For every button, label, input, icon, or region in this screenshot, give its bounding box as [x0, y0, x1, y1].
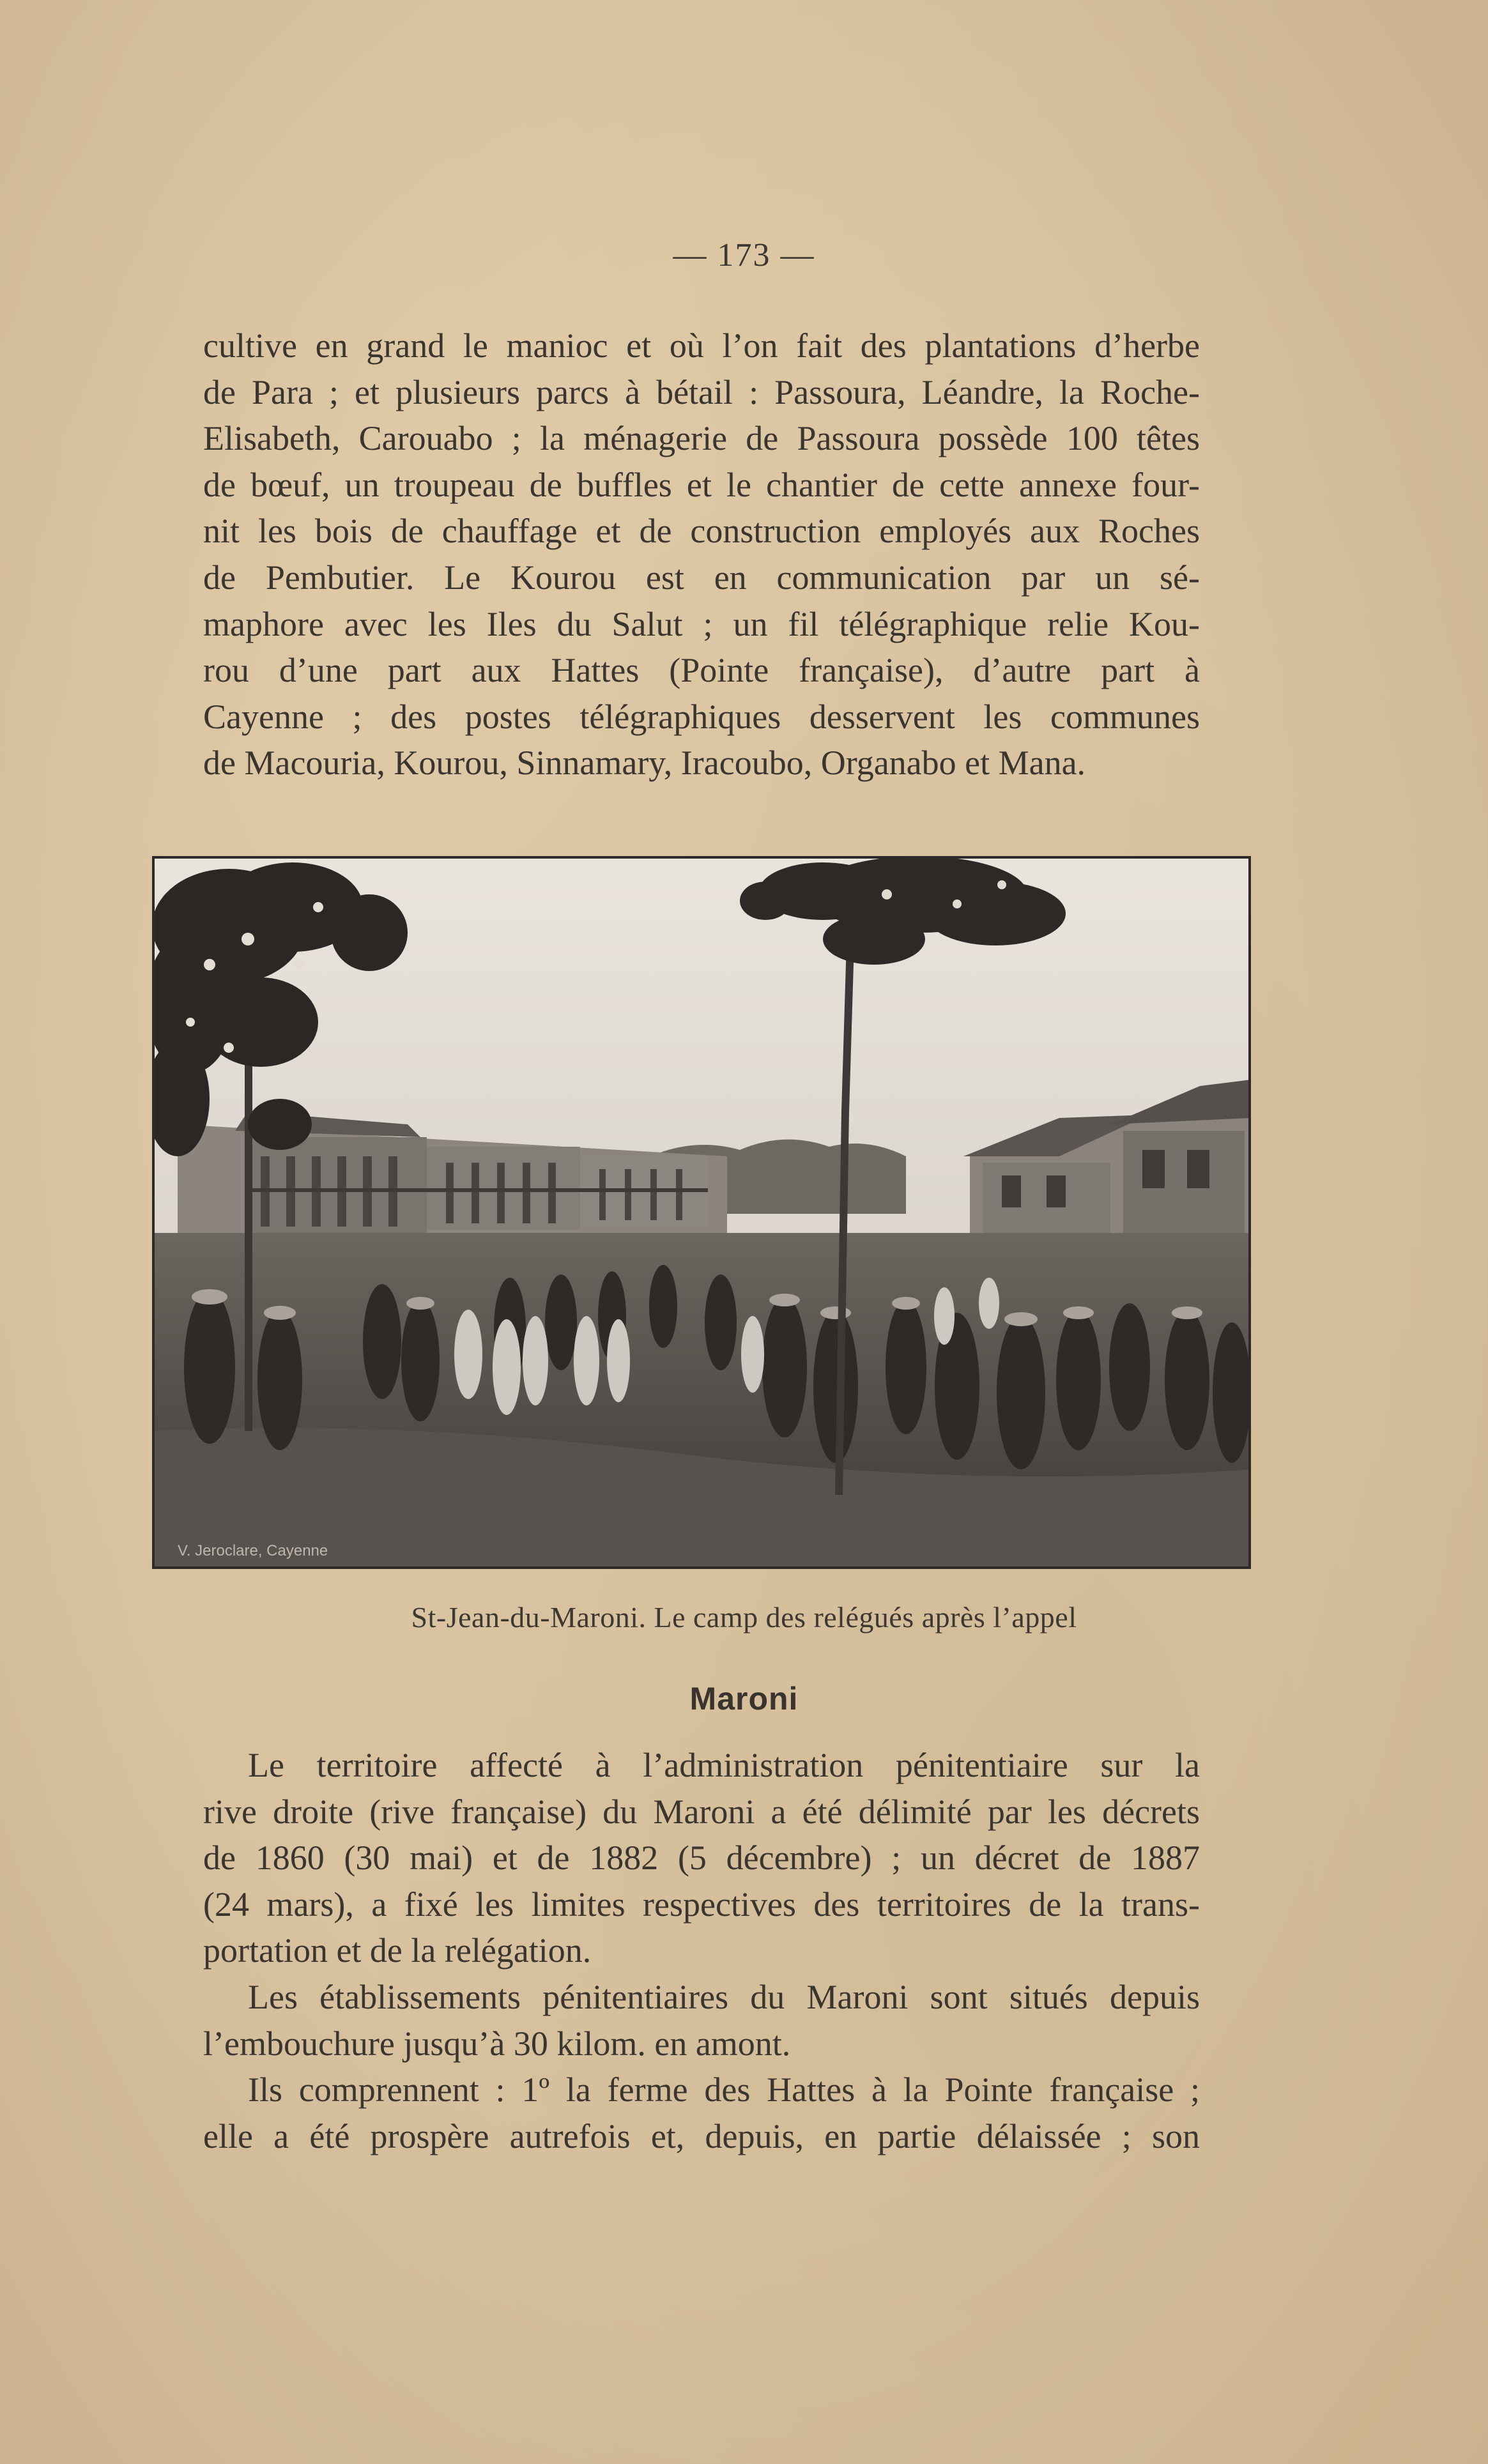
text-line: de Pembutier. Le Kourou est en communication par un sé- — [203, 558, 1200, 597]
photo-caption: St-Jean-du-Maroni. Le camp des relégués après l’appel — [411, 1601, 1077, 1634]
text-line: portation et de la relégation. — [203, 1931, 592, 1970]
text-line: de Macouria, Kourou, Sinnamary, Iracoubo, Organabo et Mana. — [203, 744, 1086, 783]
photograph — [152, 856, 1251, 1569]
text-line: Cayenne ; des postes télégraphiques desservent les communes — [203, 697, 1200, 736]
section-heading: Maroni — [689, 1681, 799, 1717]
text-line: (24 mars), a fixé les limites respectives des territoires de la trans- — [203, 1885, 1200, 1924]
page-number: — 173 — — [673, 237, 815, 273]
text-line: de Para ; et plusieurs parcs à bétail : Passoura, Léandre, la Roche- — [203, 372, 1200, 411]
top-paragraph — [203, 323, 1200, 786]
text-line: rive droite (rive française) du Maroni a été délimité par les décrets — [203, 1792, 1200, 1831]
text-line: Ils comprennent : 1º la ferme des Hattes à la Pointe française ; — [248, 2070, 1200, 2109]
text-line: de bœuf, un troupeau de buffles et le chantier de cette annexe four- — [203, 465, 1200, 504]
text-line: Elisabeth, Carouabo ; la ménagerie de Passoura possède 100 têtes — [203, 419, 1200, 458]
text-line: Le territoire affecté à l’administration pénitentiaire sur la — [248, 1746, 1200, 1784]
text-line: rou d’une part aux Hattes (Pointe française), d’autre part à — [203, 651, 1200, 690]
text-line: Les établissements pénitentiaires du Maroni sont situés depuis — [248, 1977, 1200, 2016]
text-line: maphore avec les Iles du Salut ; un fil télégraphique relie Kou- — [203, 604, 1200, 643]
bottom-paragraph — [203, 1742, 1200, 2159]
text-line: nit les bois de chauffage et de construction employés aux Roches — [203, 512, 1200, 551]
text-line: elle a été prospère autrefois et, depuis, en partie délaissée ; son — [203, 2116, 1200, 2155]
text-line: l’embouchure jusqu’à 30 kilom. en amont. — [203, 2024, 791, 2063]
text-line: cultive en grand le manioc et où l’on fait des plantations d’herbe — [203, 326, 1200, 365]
text-line: de 1860 (30 mai) et de 1882 (5 décembre) ; un décret de 1887 — [203, 1839, 1200, 1878]
photo-credit: V. Jeroclare, Cayenne — [178, 1542, 328, 1559]
